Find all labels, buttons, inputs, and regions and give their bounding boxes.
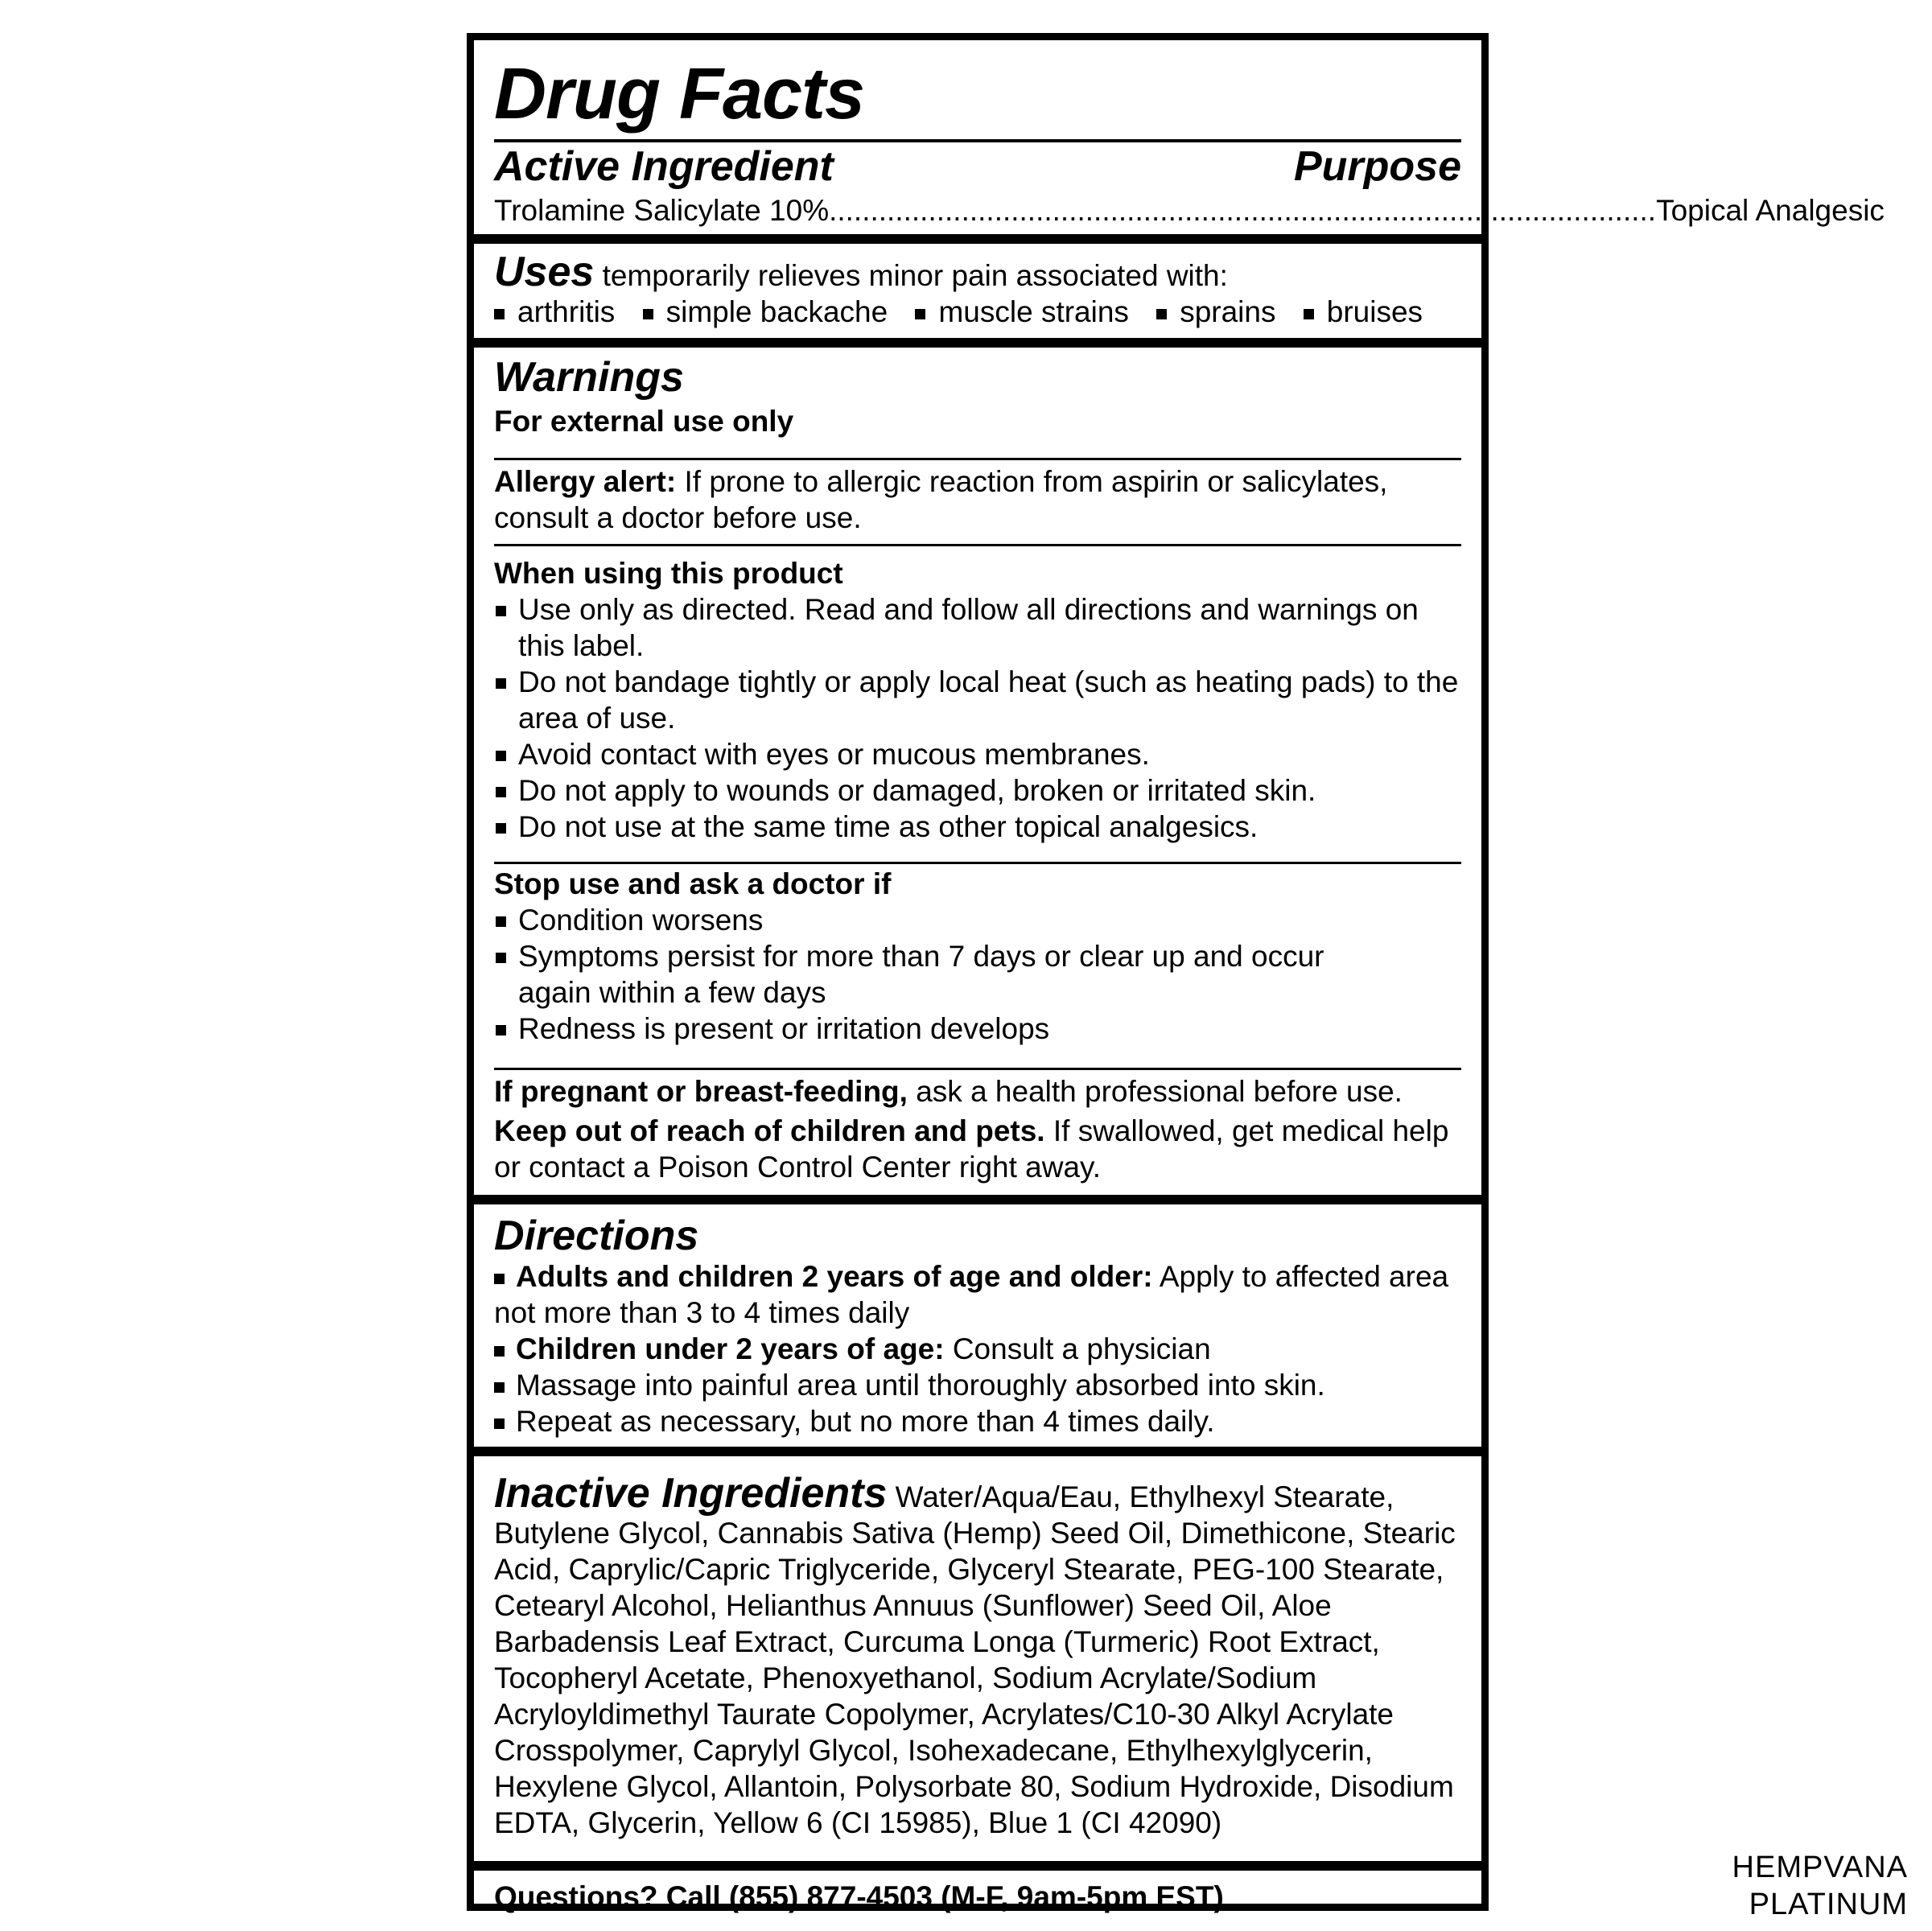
- brand-line: PLATINUM: [1749, 1888, 1908, 1921]
- active-ingredient-purpose: Topical Analgesic: [1656, 194, 1885, 227]
- list-item: Symptoms persist for more than 7 days or clear up and occur again within a few days: [494, 938, 1461, 1011]
- drug-facts-title: Drug Facts: [494, 54, 865, 134]
- when-using-section: [474, 555, 1481, 845]
- uses-list: [494, 294, 1461, 330]
- list-item: Children under 2 years of age: Consult a physician: [494, 1331, 1461, 1367]
- inactive-ingredients-heading: Inactive Ingredients: [494, 1470, 888, 1517]
- list-item: Do not use at the same time as other topical analgesics.: [494, 809, 1461, 845]
- active-ingredient-section: [474, 143, 1885, 229]
- section-divider: [474, 1447, 1481, 1456]
- pregnancy-and-children: [474, 1073, 1481, 1185]
- pregnant-text: ask a health professional before use.: [916, 1075, 1403, 1108]
- list-item: Redness is present or irritation develops: [494, 1011, 1461, 1047]
- list-item: Do not bandage tightly or apply local heat (such as heating pads) to the area of use.: [494, 664, 1461, 736]
- allergy-text: If prone to allergic reaction from aspirin or salicylates, consult a doctor before use.: [494, 465, 1388, 534]
- inactive-ingredients-text: Water/Aqua/Eau, Ethylhexyl Stearate, Butylene Glycol, Cannabis Sativa (Hemp) Seed Oil, Dimethicone, Stearic Acid, Caprylic/Capric Triglyceride, Glyceryl Stearate, PEG-100 Stearate, Cetearyl Alcohol, Helianthus Annuus (Sunflower) Seed Oil, Aloe Barbadensis Leaf Extract, Curcuma Longa (Turmeric) Root Extract, Tocopheryl Acetate, Phenoxyethanol, Sodium Acrylate/Sodium Acryloyldimethyl Taurate Copolymer, Acrylates/C10-30 Alkyl Acrylate Crosspolymer, Caprylyl Glycol, Isohexadecane, Ethylhexylglycerin, Hexylene Glycol, Allantoin, Polysorbate 80, Sodium Hydroxide, Disodium EDTA, Glycerin, Yellow 6 (CI 15985), Blue 1 (CI 42090): [494, 1480, 1456, 1839]
- active-ingredient-name: Trolamine Salicylate 10%: [494, 194, 830, 227]
- external-use-note: For external use only: [494, 405, 794, 438]
- active-ingredient-heading: Active Ingredient: [494, 143, 834, 190]
- questions-text: Questions? Call (855) 877-4503 (M-F, 9am-5pm EST): [494, 1880, 1224, 1913]
- allergy-alert: [474, 463, 1481, 536]
- keep-out-text: If swallowed, get medical help or contact a Poison Control Center right away.: [494, 1114, 1449, 1184]
- warnings-rule: [494, 458, 1461, 460]
- when-using-heading: When using this product: [494, 557, 843, 590]
- when-using-list: [494, 591, 1461, 845]
- list-item: Use only as directed. Read and follow all directions and warnings on this label.: [494, 591, 1461, 664]
- warnings-section: [474, 356, 1481, 439]
- leader-dots: ....................................................................................................: [829, 194, 1657, 227]
- uses-heading: Uses: [494, 249, 595, 295]
- list-item: arthritis: [494, 294, 615, 330]
- pregnant-label: If pregnant or breast-feeding,: [494, 1075, 908, 1108]
- stop-use-section: [474, 866, 1481, 1047]
- keep-out-label: Keep out of reach of children and pets.: [494, 1114, 1045, 1147]
- questions-section: [474, 1879, 1481, 1915]
- directions-section: [474, 1215, 1481, 1439]
- directions-heading: Directions: [494, 1213, 699, 1259]
- brand-name: [1732, 1849, 1908, 1923]
- title-rule: [494, 139, 1461, 142]
- active-ingredient-row: [494, 192, 1885, 229]
- warnings-rule: [494, 1068, 1461, 1070]
- section-divider: [474, 234, 1481, 244]
- list-item: Avoid contact with eyes or mucous membranes.: [494, 736, 1461, 772]
- list-item: Do not apply to wounds or damaged, broken or irritated skin.: [494, 772, 1461, 809]
- list-item: simple backache: [643, 294, 888, 330]
- stop-use-list: [494, 902, 1461, 1047]
- list-item: Massage into painful area until thoroughly absorbed into skin.: [494, 1367, 1461, 1403]
- purpose-heading: Purpose: [1293, 143, 1461, 190]
- section-divider: [474, 338, 1481, 348]
- section-divider: [474, 1195, 1481, 1204]
- allergy-label: Allergy alert:: [494, 465, 677, 498]
- list-item: Adults and children 2 years of age and older: Apply to affected area not more than 3 to 4 times daily: [494, 1260, 1449, 1329]
- list-item: Condition worsens: [494, 902, 1461, 938]
- list-item: sprains: [1156, 294, 1275, 330]
- warnings-rule: [494, 862, 1461, 864]
- brand-line: HEMPVANA: [1732, 1851, 1908, 1884]
- warnings-rule: [494, 544, 1461, 546]
- inactive-ingredients-section: [474, 1472, 1481, 1841]
- section-divider: [474, 1861, 1481, 1871]
- warnings-heading: Warnings: [494, 354, 684, 401]
- uses-section: [474, 251, 1481, 330]
- list-item: Repeat as necessary, but no more than 4 times daily.: [494, 1403, 1461, 1439]
- uses-intro: temporarily relieves minor pain associated with:: [602, 259, 1228, 292]
- list-item: bruises: [1304, 294, 1423, 330]
- list-item: muscle strains: [915, 294, 1128, 330]
- stop-use-heading: Stop use and ask a doctor if: [494, 867, 892, 900]
